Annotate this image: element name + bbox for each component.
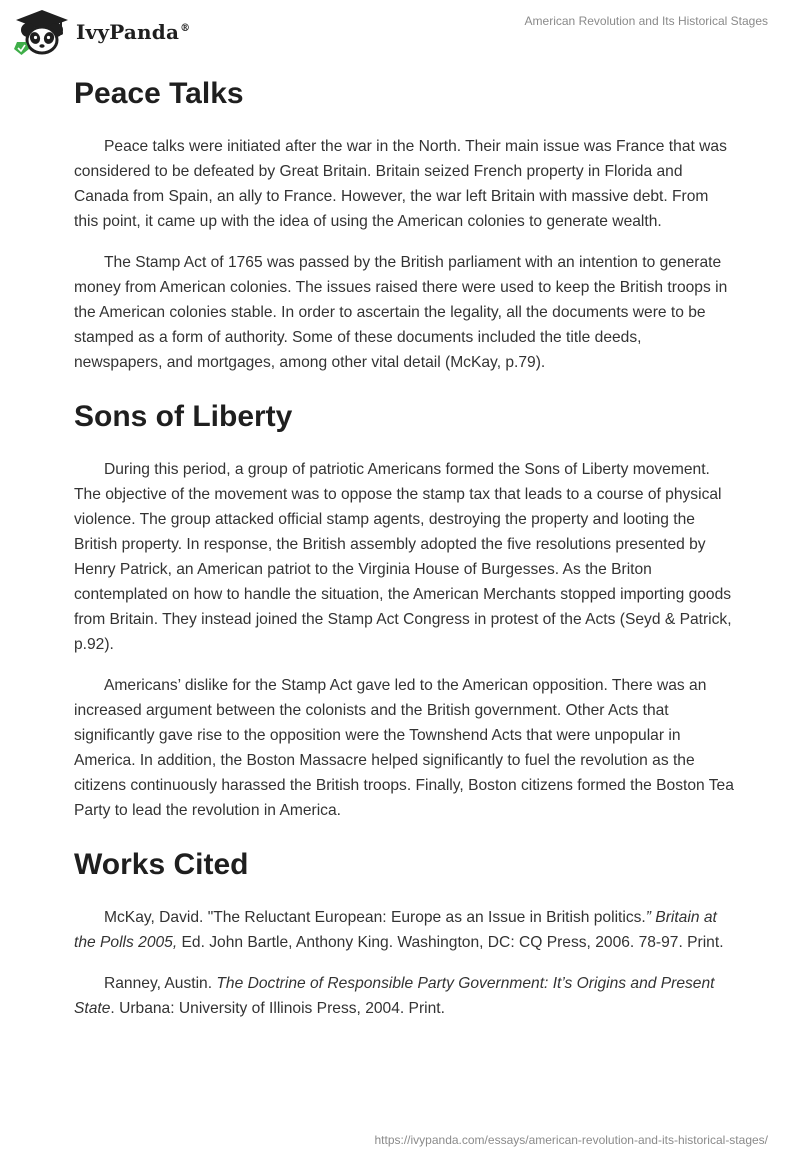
essay-body bbox=[74, 68, 734, 1021]
paragraph: Americans’ dislike for the Stamp Act gave led to the American opposition. There was an increased argument between the colonists and the British government. Other Acts that significantly gave rise to the opposition were the Townshend Acts that were unpopular in America. In addition, the Boston Massacre helped significantly to fuel the revolution as the citizens continuously harassed the British troops. Finally, Boston citizens formed the Boston Tea Party to lead the revolution in America. bbox=[74, 677, 734, 819]
logo-wordmark: IvyPanda® bbox=[76, 20, 191, 44]
heading-works-cited: Works Cited bbox=[74, 848, 249, 881]
paragraph: The Stamp Act of 1765 was passed by the British parliament with an intention to generate money from American colonies. The issues raised there were used to keep the British troops in the American colonies stable. In order to ascertain the legality, all the documents were to be stamped as a form of authority. Some of these documents included the title deeds, newspapers, and mortgages, among other vital detail (McKay, p.79). bbox=[74, 254, 728, 371]
ivypanda-logo[interactable] bbox=[14, 8, 190, 56]
citation-entry: Ranney, Austin. The Doctrine of Responsible Party Government: It’s Origins and Present State. Urbana: University of Illinois Press, 2004. Print. bbox=[74, 975, 715, 1017]
citation-entry: McKay, David. "The Reluctant European: Europe as an Issue in British politics.” Britain at the Polls 2005, Ed. John Bartle, Anthony King. Washington, DC: CQ Press, 2006. 78-97. Print. bbox=[74, 909, 724, 951]
document-title: American Revolution and Its Historical Stages bbox=[524, 14, 768, 28]
heading-peace-talks: Peace Talks bbox=[74, 77, 244, 110]
paragraph: During this period, a group of patriotic Americans formed the Sons of Liberty movement. The objective of the movement was to oppose the stamp tax that leads to a course of physical violence. The group attacked official stamp agents, destroying the property and looting the British property. In response, the British assembly adopted the five resolutions presented by Henry Patrick, an American patriot to the Virginia House of Burgesses. As the Briton contemplated on how to handle the situation, the American Merchants stopped importing goods from Britain. They instead joined the Stamp Act Congress in protest of the Acts (Seyd & Patrick, p.92). bbox=[74, 461, 732, 653]
heading-sons-of-liberty: Sons of Liberty bbox=[74, 400, 293, 433]
paragraph: Peace talks were initiated after the war in the North. Their main issue was France that was considered to be defeated by Great Britain. Britain seized French property in Florida and Canada from Spain, an ally to France. However, the war left Britain with massive debt. From this point, it came up with the idea of using the American colonies to generate wealth. bbox=[74, 138, 727, 230]
page-header bbox=[0, 0, 800, 70]
source-url-link[interactable]: https://ivypanda.com/essays/american-revolution-and-its-historical-stages/ bbox=[374, 1133, 768, 1147]
panda-graduate-icon bbox=[14, 8, 70, 56]
